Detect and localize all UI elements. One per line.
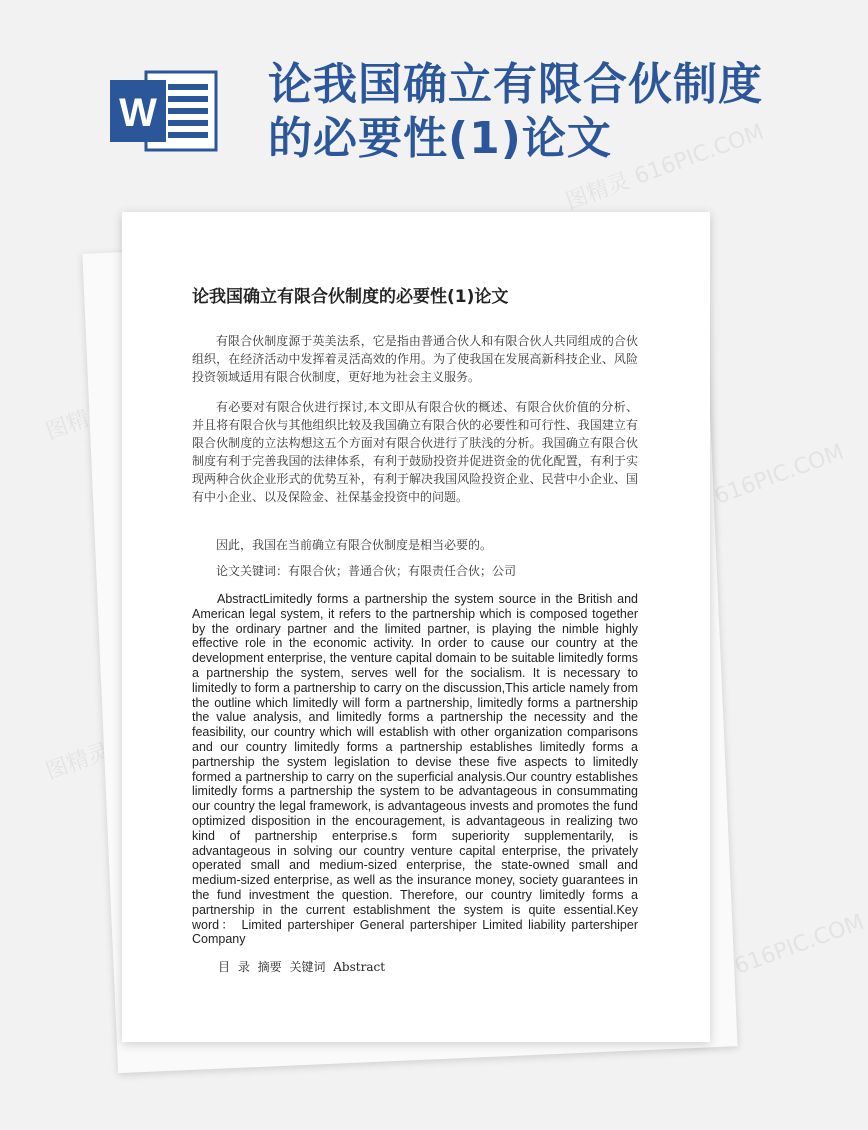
abstract-text: AbstractLimitedly forms a partnership the system source in the British and American legal system, it refers to the partnership which is composed together by the ordinary partner and the limited partner, is playing the nimble highly effective role in the economic activity. In order to cause our country at the development enterprise, the venture capital domain to be suitable limitedly forms a partnership the system, serves well for the socialism. It is necessary to limitedly to form a partnership to carry on the discussion,This article namely from the outline which limitedly will form a partnership, limitedly forms a partnership the value analysis, and limitedly forms a partnership the necessity and the feasibility, our country which will establish with other organization comparisons and our country limitedly forms a partnership establishes limitedly forms a partnership the system legislation to devise these five aspects to limitedly formed a partnership to carry on the superficial analysis.Our country establishes limitedly forms a partnership the system to be advantageous in consummating our country the legal framework, is advantageous invests and promotes the fund optimized disposition in the encouragement, is advantageous in realizing two kind of partnership enterprise.s form superiority supplementarily, is advantageous in solving our country venture capital enterprise, the privately operated small and medium-sized enterprise, the state-owned small and medium-sized enterprise, as well as the insurance money, society guarantees in the fund investment the question. Therefore, our country limitedly forms a partnership in the current establishment the system is quite essential.Key word： Limited partershiper General partershiper Limited liability partershiper Company (192, 592, 638, 947)
watermark: 图精灵 (42, 738, 114, 785)
paragraph-conclusion: 因此，我国在当前确立有限合伙制度是相当必要的。 (216, 538, 493, 552)
paragraph-keywords: 论文关键词：有限合伙；普通合伙；有限责任合伙；公司 (216, 564, 517, 578)
document-page (122, 212, 710, 1042)
svg-text:W: W (119, 91, 157, 135)
page-title: 论我国确立有限合伙制度的必要性(1)论文 (268, 59, 763, 164)
watermark: 图精灵 616PIC.COM (662, 909, 868, 1005)
watermark: 图精灵 (42, 398, 114, 445)
watermark: 图精灵 616PIC.COM (642, 439, 848, 535)
paragraph-analysis: 有必要对有限合伙进行探讨,本文即从有限合伙的概述、有限合伙价值的分析、并且将有限合伙与其他组织比较及我国确立有限合伙的必要性和可行性、我国建立有限合伙制度的立法构想这五个方面对有限合伙进行了肤浅的分析。我国确立有限合伙制度有利于完善我国的法律体系，有利于鼓励投资并促进资金的优化配置，有利于实现两种合伙企业形式的优势互补，有利于解决我国风险投资企业、民营中小企业、国有中小企业、以及保险金、社保基金投资中的问题。 (192, 400, 638, 504)
document-title: 论我国确立有限合伙制度的必要性(1)论文 (192, 287, 509, 307)
table-of-contents: 目 录 摘要 关键词 Abstract (218, 960, 386, 974)
paragraph-intro: 有限合伙制度源于英美法系，它是指由普通合伙人和有限合伙人共同组成的合伙组织，在经济活动中发挥着灵活高效的作用。为了使我国在发展高新科技企业、风险投资领域适用有限合伙制度，更好地为社会主义服务。 (192, 334, 638, 384)
watermark: 图精灵 616PIC.COM (562, 119, 768, 215)
word-logo-icon (108, 66, 218, 156)
